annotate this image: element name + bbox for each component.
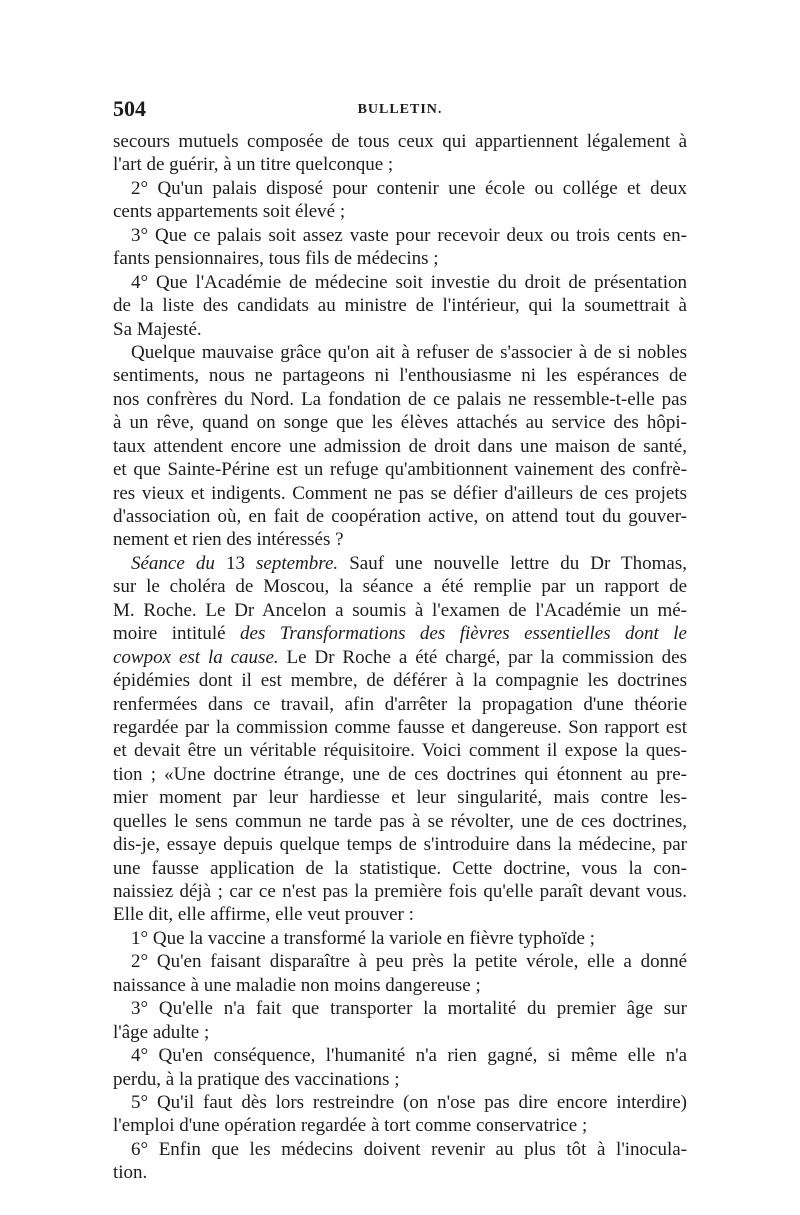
text-line: 4° Qu'en conséquence, l'humanité n'a rien gagné, si même elle n'a (131, 1045, 687, 1067)
text-line: l'art de guérir, à un titre quelconque ; (113, 154, 394, 176)
text-segment: 13 (225, 552, 257, 574)
text-line: 2° Qu'un palais disposé pour contenir une école ou collége et deux (131, 177, 687, 199)
text-line: une fausse application de la statistique. Cette doctrine, vous la con- (113, 857, 687, 879)
text-line: renfermées dans ce travail, afin d'arrêter la propagation d'une théorie (113, 693, 687, 715)
page-number: 504 (113, 96, 146, 121)
text-line: cents appartements soit élevé ; (113, 201, 346, 223)
text-line: l'emploi d'une opération regardée à tort comme conservatrice ; (113, 1115, 588, 1137)
text-line: l'âge adulte ; (113, 1021, 210, 1043)
text-line: quelles le sens commun ne tarde pas à se révolter, une de ces doctrines, (113, 810, 687, 832)
text-line: Elle dit, elle affirme, elle veut prouver : (113, 904, 414, 926)
text-line: regardée par la commission comme fausse et dangereuse. Son rapport est (113, 716, 687, 738)
text-line: tion ; «Une doctrine étrange, une de ces doctrines qui étonnent au pre- (113, 763, 687, 785)
text-line: naissiez déjà ; car ce n'est pas la première fois qu'elle paraît devant vous. (113, 881, 687, 902)
text-line: tion. (113, 1162, 148, 1184)
text-line: 5° Qu'il faut dès lors restreindre (on n'ose pas dire encore interdire) (131, 1091, 687, 1113)
text-segment: des Transformations des fièvres essentielles dont le (240, 623, 687, 645)
text-line: taux attendent encore une admission de droit dans une maison de santé, (113, 435, 687, 457)
text-segment: Sauf une nouvelle lettre du Dr Thomas, (338, 552, 687, 574)
text-line: 3° Que ce palais soit assez vaste pour recevoir deux ou trois cents en- (131, 224, 687, 246)
text-segment: Le Dr Roche a été chargé, par la commission des (278, 646, 687, 668)
text-line (113, 552, 687, 575)
page-header (113, 96, 687, 126)
body-text (113, 130, 687, 1185)
text-line: nement et rien des intéressés ? (113, 529, 344, 551)
running-title: BULLETIN. (357, 102, 443, 117)
text-segment: cowpox est la cause. (113, 646, 279, 668)
text-line: dis-je, essaye depuis quelque temps de s'introduire dans la médecine, par (113, 834, 687, 856)
text-line: et que Sainte-Périne est un refuge qu'ambitionnent vainement des confrè- (113, 459, 687, 481)
text-line (113, 622, 687, 645)
text-line: perdu, à la pratique des vaccinations ; (113, 1068, 400, 1090)
text-line: sur le choléra de Moscou, la séance a été remplie par un rapport de (113, 576, 687, 598)
text-line: de la liste des candidats au ministre de l'intérieur, qui la soumettrait à (113, 295, 687, 317)
text-line: et devait être un véritable réquisitoire. Voici comment il expose la ques- (113, 740, 687, 762)
text-line (113, 646, 687, 669)
text-line: naissance à une maladie non moins dangereuse ; (113, 974, 481, 996)
text-line: 4° Que l'Académie de médecine soit investie du droit de présentation (131, 271, 687, 293)
text-line: 6° Enfin que les médecins doivent revenir au plus tôt à l'inocula- (131, 1138, 687, 1160)
text-line: res vieux et indigents. Comment ne pas se défier d'ailleurs de ces projets (113, 482, 687, 504)
text-line: Sa Majesté. (113, 318, 202, 340)
text-segment: moire intitulé (113, 623, 241, 645)
text-line: Quelque mauvaise grâce qu'on ait à refuser de s'associer à de si nobles (131, 341, 687, 363)
text-line: 3° Qu'elle n'a fait que transporter la mortalité du premier âge sur (131, 998, 687, 1020)
text-line: d'association où, en fait de coopération active, on attend tout du gouver- (113, 506, 687, 527)
text-line: secours mutuels composée de tous ceux qui appartiennent légalement à (113, 131, 687, 152)
text-line: sentiments, nous ne partageons ni l'enthousiasme ni les espérances de (113, 365, 687, 387)
text-line: M. Roche. Le Dr Ancelon a soumis à l'examen de l'Académie un mé- (113, 599, 687, 621)
text-line: 2° Qu'en faisant disparaître à peu près la petite vérole, elle a donné (131, 951, 687, 973)
text-line: nos confrères du Nord. La fondation de ce palais ne ressemble-t-elle pas (113, 388, 687, 410)
text-line: mier moment par leur hardiesse et leur singularité, mais contre les- (113, 787, 687, 809)
text-line: fants pensionnaires, tous fils de médecins ; (113, 248, 439, 270)
text-segment: septembre. (256, 552, 339, 574)
text-segment: Séance du (131, 552, 226, 574)
text-line: à un rêve, quand on songe que les élèves attachés au service des hôpi- (113, 412, 687, 434)
text-line: épidémies dont il est membre, de déférer à la compagnie les doctrines (113, 670, 687, 692)
text-line: 1° Que la vaccine a transformé la variole en fièvre typhoïde ; (131, 927, 595, 949)
